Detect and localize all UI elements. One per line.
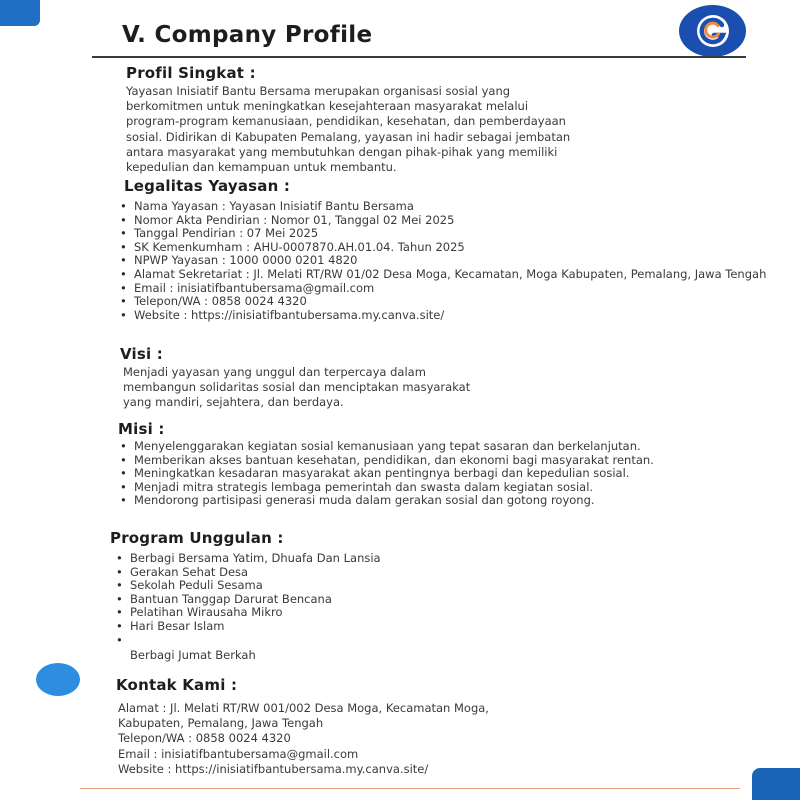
list-item: • NPWP Yayasan : 1000 0000 0201 4820 [120,254,785,268]
legalitas-list [120,200,785,322]
list-item: • Hari Besar Islam [116,620,516,634]
misi-list [120,440,740,508]
profil-line: Yayasan Inisiatif Bantu Bersama merupakan organisasi sosial yang [126,84,511,98]
page-title: V. Company Profile [122,22,373,48]
program-heading: Program Unggulan : [110,529,284,547]
corner-decoration-top-left [0,0,40,26]
profil-line: kepedulian dan kemampuan untuk membantu. [126,160,397,175]
list-item [116,634,516,648]
visi-paragraph [123,365,470,411]
list-item: • Telepon/WA : 0858 0024 4320 [120,295,785,309]
list-item: • Meningkatkan kesadaran masyarakat akan pentingnya berbagi dan kepedulian sosial. [120,467,740,481]
kontak-line: Website : https://inisiatifbantubersama.my.canva.site/ [118,761,429,776]
list-item: • Nama Yayasan : Yayasan Inisiatif Bantu Bersama [120,200,785,214]
list-item: • Sekolah Peduli Sesama [116,579,516,593]
title-divider [92,56,746,58]
profil-line: program-program kemanusiaan, pendidikan, kesehatan, dan pemberdayaan [126,114,566,129]
list-item: • Bantuan Tanggap Darurat Bencana [116,593,516,607]
list-item: • Mendorong partisipasi generasi muda dalam gerakan sosial dan gotong royong. [120,494,740,508]
kontak-heading: Kontak Kami : [116,676,238,694]
list-item: • Alamat Sekretariat : Jl. Melati RT/RW 01/02 Desa Moga, Kecamatan, Moga Kabupaten, Pemalang, Jawa Tengah [120,268,785,282]
profil-heading: Profil Singkat : [126,64,256,82]
list-item: • Menyelenggarakan kegiatan sosial kemanusiaan yang tepat sasaran dan berkelanjutan. [120,440,740,454]
list-item: • Tanggal Pendirian : 07 Mei 2025 [120,227,785,241]
visi-heading: Visi : [120,345,163,363]
program-extra-item: Berbagi Jumat Berkah [130,648,256,662]
kontak-line: Email : inisiatifbantubersama@gmail.com [118,746,359,761]
visi-line: membangun solidaritas sosial dan menciptakan masyarakat [123,380,471,395]
visi-line: yang mandiri, sejahtera, dan berdaya. [123,395,344,410]
misi-heading: Misi : [118,420,165,438]
list-item: • Website : https://inisiatifbantubersama.my.canva.site/ [120,309,785,323]
logo-icon [679,5,746,57]
list-item: • Memberikan akses bantuan kesehatan, pendidikan, dan ekonomi bagi masyarakat rentan. [120,454,740,468]
decorative-circle [36,663,80,696]
logo-mark [693,11,733,51]
visi-line: Menjadi yayasan yang unggul dan terpercaya dalam [123,365,426,379]
corner-decoration-bottom-right [752,768,800,800]
profil-line: berkomitmen untuk meningkatkan kesejahteraan masyarakat melalui [126,99,529,114]
legalitas-heading: Legalitas Yayasan : [124,177,291,195]
profil-line: sosial. Didirikan di Kabupaten Pemalang, yayasan ini hadir sebagai jembatan [126,129,571,144]
kontak-block [118,701,489,777]
program-list [116,552,516,647]
list-item: • Menjadi mitra strategis lembaga pemerintah dan swasta dalam kegiatan sosial. [120,481,740,495]
list-item: • Email : inisiatifbantubersama@gmail.com [120,282,785,296]
profil-line: antara masyarakat yang membutuhkan dengan pihak-pihak yang memiliki [126,144,558,159]
list-item: • SK Kemenkumham : AHU-0007870.AH.01.04. Tahun 2025 [120,241,785,255]
list-item: • Gerakan Sehat Desa [116,566,516,580]
kontak-line: Kabupaten, Pemalang, Jawa Tengah [118,716,324,731]
footer-divider [80,788,740,789]
profil-paragraph [126,84,570,175]
kontak-line: Telepon/WA : 0858 0024 4320 [118,731,291,746]
kontak-line: Alamat : Jl. Melati RT/RW 001/002 Desa Moga, Kecamatan Moga, [118,701,489,715]
list-item: • Pelatihan Wirausaha Mikro [116,606,516,620]
list-item: • Nomor Akta Pendirian : Nomor 01, Tanggal 02 Mei 2025 [120,214,785,228]
list-item: • Berbagi Bersama Yatim, Dhuafa Dan Lansia [116,552,516,566]
